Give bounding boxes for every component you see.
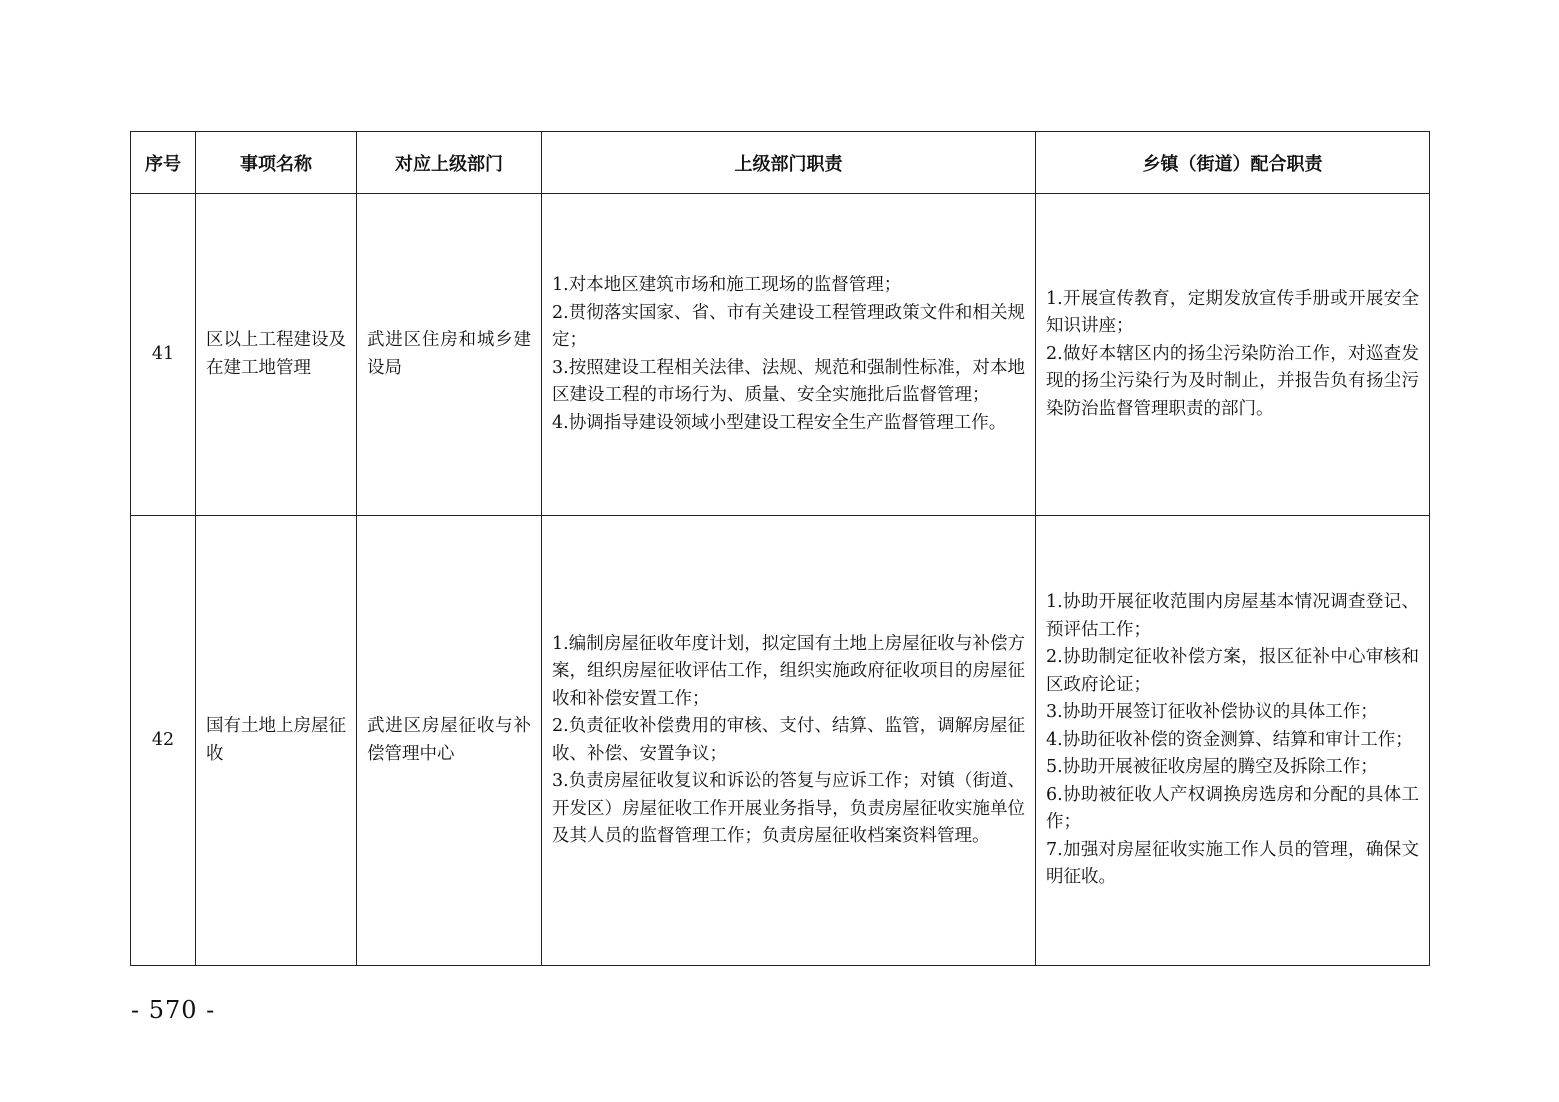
duty-list xyxy=(552,631,1025,851)
table-header-row xyxy=(131,132,1430,194)
duties-table xyxy=(130,131,1430,966)
row-superior-duties xyxy=(542,516,1036,966)
row-seq: 42 xyxy=(131,516,196,966)
duty-item: 3.协助开展签订征收补偿协议的具体工作； xyxy=(1046,702,1378,723)
duty-item: 6.协助被征收人产权调换房选房和分配的具体工作； xyxy=(1046,784,1419,833)
duty-item: 1.开展宣传教育，定期发放宣传手册或开展安全知识讲座； xyxy=(1046,288,1419,337)
row-town-duties xyxy=(1036,516,1430,966)
table-row xyxy=(131,194,1430,516)
row-superior-dept: 武进区房屋征收与补偿管理中心 xyxy=(357,516,542,966)
duty-item: 2.负责征收补偿费用的审核、支付、结算、监管，调解房屋征收、补偿、安置争议； xyxy=(552,716,1025,764)
duty-item: 5.协助开展被征收房屋的腾空及拆除工作； xyxy=(1046,757,1378,778)
row-item-name: 区以上工程建设及在建工地管理 xyxy=(196,194,357,516)
header-item-name: 事项名称 xyxy=(196,132,357,194)
duty-item: 1.对本地区建筑市场和施工现场的监督管理； xyxy=(552,275,902,295)
duty-item: 1.编制房屋征收年度计划，拟定国有土地上房屋征收与补偿方案，组织房屋征收评估工作，组织实施政府征收项目的房屋征收和补偿安置工作； xyxy=(552,633,1025,709)
row-superior-duties xyxy=(542,194,1036,516)
row-seq: 41 xyxy=(131,194,196,516)
duty-item: 4.协助征收补偿的资金测算、结算和审计工作； xyxy=(1046,729,1413,750)
header-town-duties: 乡镇（街道）配合职责 xyxy=(1036,132,1430,194)
duty-item: 7.加强对房屋征收实施工作人员的管理，确保文明征收。 xyxy=(1046,839,1419,888)
row-town-duties xyxy=(1036,194,1430,516)
duty-item: 4.协调指导建设领域小型建设工程安全生产监督管理工作。 xyxy=(552,412,1007,433)
duty-item: 3.按照建设工程相关法律、法规、规范和强制性标准，对本地区建设工程的市场行为、质量、安全实施批后监督管理； xyxy=(552,357,1025,405)
table-row xyxy=(131,516,1430,966)
duty-list xyxy=(1046,286,1419,424)
header-superior-duties: 上级部门职责 xyxy=(542,132,1036,194)
duty-item: 1.协助开展征收范围内房屋基本情况调查登记、预评估工作； xyxy=(1046,592,1419,640)
header-superior-dept: 对应上级部门 xyxy=(357,132,542,194)
duty-list xyxy=(1046,589,1419,892)
duty-item: 3.负责房屋征收复议和诉讼的答复与应诉工作；对镇（街道、开发区）房屋征收工作开展业务指导，负责房屋征收实施单位及其人员的监督管理工作；负责房屋征收档案资料管理。 xyxy=(552,771,1025,846)
duty-list xyxy=(552,272,1025,437)
header-seq: 序号 xyxy=(131,132,196,194)
duty-item: 2.做好本辖区内的扬尘污染防治工作，对巡查发现的扬尘污染行为及时制止，并报告负有扬尘污染防治监督管理职责的部门。 xyxy=(1046,343,1419,419)
row-superior-dept: 武进区住房和城乡建设局 xyxy=(357,194,542,516)
duty-item: 2.贯彻落实国家、省、市有关建设工程管理政策文件和相关规定； xyxy=(552,302,1025,350)
page-number: - 570 - xyxy=(131,996,216,1024)
duty-item: 2.协助制定征收补偿方案，报区征补中心审核和区政府论证； xyxy=(1046,647,1419,695)
row-item-name: 国有土地上房屋征收 xyxy=(196,516,357,966)
